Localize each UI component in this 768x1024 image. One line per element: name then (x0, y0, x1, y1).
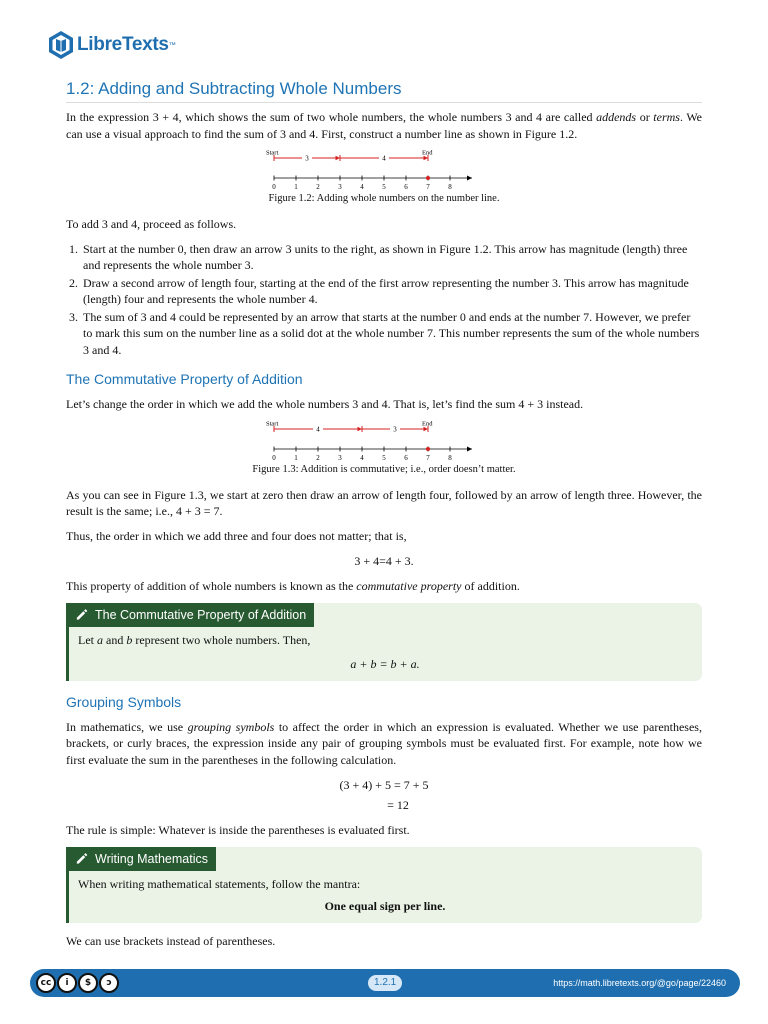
arrow-length-label: 3 (305, 154, 309, 163)
tick-label: 1 (294, 183, 298, 190)
tick-label: 0 (272, 183, 276, 190)
tick-label: 6 (404, 453, 408, 461)
commutative-paragraph-1: Let’s change the order in which we add the whole numbers 3 and 4. That is, let’s find the sum 4 + 3 instead. (66, 397, 584, 411)
steps-list (66, 241, 702, 359)
list-item: 2. Draw a second arrow of length four, starting at the end of the first arrow representing the number 3. This arrow has magnitude (length) four and represents the whole number 4. (69, 275, 689, 306)
number-line-figure-1-3 (264, 421, 504, 461)
commutative-equation: 3 + 4=4 + 3. (354, 554, 414, 568)
arrow-head (358, 426, 363, 431)
figure-caption: Figure 1.3: Addition is commutative; i.e., order doesn’t matter. (252, 463, 516, 475)
grouping-paragraph: In mathematics, we use grouping symbols to affect the order in which an expression is evaluated. Whether we use parentheses, brackets, or curly braces, the expression inside any pair of grouping symbols must be evaluated first. For example, note how we first evaluate the sum in the parentheses in the following calculation. (66, 719, 702, 767)
note-formula: a + b = b + a. (350, 656, 420, 671)
commutative-paragraph-2: As you can see in Figure 1.3, we start at zero then draw an arrow of length four, followed by an arrow of length three. However, the result is the same; i.e., 4 + 3 = 7. (66, 487, 702, 518)
page-title: 1.2: Adding and Subtracting Whole Numbers (66, 78, 702, 103)
tick-label: 1 (294, 453, 298, 461)
brand-name: LibreTexts (77, 34, 169, 55)
figure-1-2 (66, 150, 702, 206)
note-title: The Commutative Property of Addition (95, 607, 307, 622)
tick-label: 8 (448, 453, 452, 461)
tick-label: 4 (360, 183, 364, 190)
axis-arrowhead (467, 446, 472, 451)
sharealike-icon: ↄ (99, 973, 119, 993)
note-header (69, 603, 314, 627)
sum-dot (426, 176, 430, 180)
main-content (66, 78, 702, 957)
tick-label: 2 (316, 183, 320, 190)
tick-label: 6 (404, 183, 408, 190)
note-title: Writing Mathematics (95, 851, 208, 866)
note-body (69, 871, 702, 915)
brand-tm: ™ (168, 41, 176, 49)
sum-dot (426, 447, 430, 451)
section-heading-commutative: The Commutative Property of Addition (66, 371, 303, 387)
tick-label: 2 (316, 453, 320, 461)
note-writing-mathematics (66, 847, 702, 923)
tick-label: 3 (338, 453, 342, 461)
proceed-paragraph: To add 3 and 4, proceed as follows. (66, 217, 237, 231)
cc-license-badge[interactable] (36, 973, 120, 993)
note-body (69, 627, 702, 673)
closing-paragraph: We can use brackets instead of parentheses. (66, 933, 276, 948)
start-label: Start (266, 420, 279, 427)
end-label: End (422, 150, 433, 157)
arrow-length-label: 4 (382, 154, 386, 163)
arrow-head (336, 156, 341, 161)
intro-paragraph: In the expression 3 + 4, which shows the sum of two whole numbers, the whole numbers 3 and 4 are called addends or terms. We can use a visual approach to find the sum of 3 and 4. First, construct a number line as shown in Figure 1.2. (66, 110, 703, 141)
libretexts-hexagon-icon (46, 30, 76, 60)
number-line-figure-1-2 (264, 150, 504, 190)
tick-label: 5 (382, 183, 386, 190)
cc-icon: cc (36, 973, 56, 993)
note-header (69, 847, 216, 871)
grouping-rule: The rule is simple: Whatever is inside the parentheses is evaluated first. (66, 823, 410, 837)
grouping-equation-2: = 12 (387, 798, 409, 812)
page-number: 1.2.1 (368, 975, 402, 991)
end-label: End (422, 420, 433, 427)
figure-caption: Figure 1.2: Adding whole numbers on the number line. (268, 193, 500, 204)
section-heading-grouping: Grouping Symbols (66, 693, 182, 710)
note-mantra: One equal sign per line. (324, 898, 446, 913)
arrow-length-label: 3 (393, 425, 397, 433)
list-item: 1. Start at the number 0, then draw an arrow 3 units to the right, as shown in Figure 1.2. This arrow has magnitude (length) three and represents the whole number 3. (69, 241, 688, 272)
tick-label: 3 (338, 183, 342, 190)
note-commutative-property (66, 603, 702, 681)
tick-label: 5 (382, 453, 386, 461)
tick-label: 0 (272, 453, 276, 461)
noncommercial-icon: $ (78, 973, 98, 993)
commutative-paragraph-4: This property of addition of whole numbers is known as the commutative property of addition. (66, 579, 520, 593)
tick-label: 7 (426, 183, 430, 190)
page-url-link[interactable]: https://math.libretexts.org/@go/page/22460 (553, 978, 726, 988)
libretexts-logo[interactable] (46, 28, 176, 62)
start-label: Start (266, 150, 279, 157)
list-item: 3. The sum of 3 and 4 could be represented by an arrow that starts at the number 0 and ends at the number 7. However, we prefer to mark this sum on the number line as a solid dot at the whole number 7. This number represents the sum of the whole numbers 3 and 4. (69, 309, 700, 357)
figure-1-3 (66, 421, 702, 477)
tick-label: 4 (360, 453, 364, 461)
note-text: When writing mathematical statements, follow the mantra: (78, 876, 361, 891)
arrow-length-label: 4 (316, 425, 320, 433)
tick-label: 8 (448, 183, 452, 190)
page-footer (30, 969, 740, 997)
commutative-paragraph-3: Thus, the order in which we add three and four does not matter; that is, (66, 528, 407, 543)
grouping-equation-1: (3 + 4) + 5 = 7 + 5 (339, 778, 429, 792)
axis-arrowhead (467, 176, 472, 181)
pencil-icon (75, 608, 88, 621)
pencil-icon (75, 852, 88, 865)
note-text: Let a and b represent two whole numbers. Then, (78, 632, 311, 647)
attribution-icon: i (57, 973, 77, 993)
tick-label: 7 (426, 453, 430, 461)
